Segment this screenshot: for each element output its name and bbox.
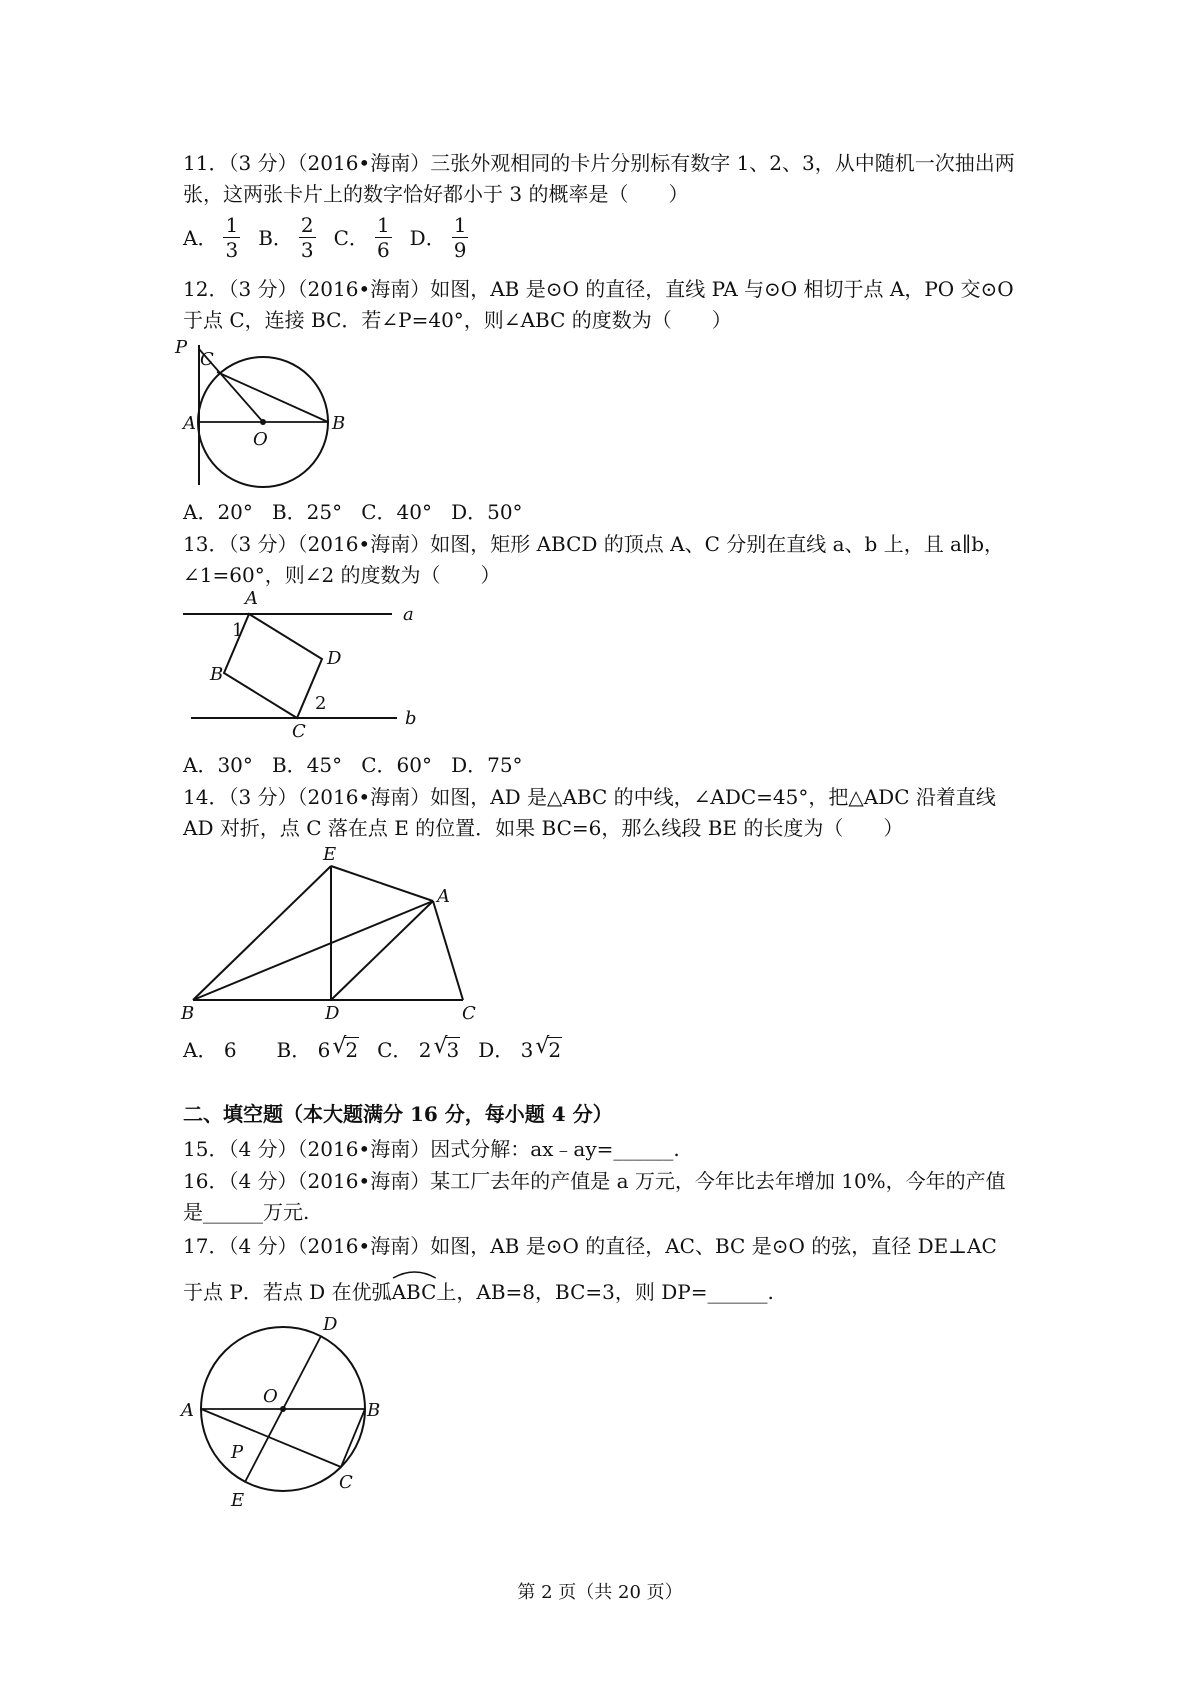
option-letter: B． (276, 1038, 312, 1062)
q12-label-o: O (253, 429, 268, 450)
q14-line-ba (193, 901, 433, 1000)
coefficient: 3 (520, 1038, 534, 1062)
numerator: 1 (225, 213, 239, 237)
option-letter: B． (258, 225, 293, 250)
q17-label-p: P (231, 1442, 244, 1463)
q12-option-c: C．40° (361, 500, 432, 524)
q14-label-d: D (325, 1003, 340, 1024)
q14-option-d (478, 1034, 562, 1063)
q12-label-b: B (332, 413, 346, 434)
q17-label-e: E (231, 1490, 245, 1511)
q13-label-a-vertex: A (245, 588, 258, 609)
option-letter: A． (183, 1038, 218, 1062)
q17-text-pre: 于点 P．若点 D 在优弧 (183, 1280, 392, 1304)
numerator: 1 (376, 213, 390, 237)
q12-option-d: D．50° (451, 500, 523, 524)
q12-label-p: P (175, 337, 188, 358)
q17-label-a: A (181, 1400, 194, 1421)
q13-label-c: C (292, 721, 306, 742)
q14-text-line2: AD 对折，点 C 落在点 E 的位置．如果 BC=6，那么线段 BE 的长度为（ ） (183, 816, 904, 840)
option-value: 6 (223, 1038, 237, 1062)
q13-label-d: D (327, 648, 342, 669)
q14-line-ac (433, 901, 463, 1000)
q13-figure (175, 590, 435, 740)
q11-text-line1: 11．（3 分）（2016•海南）三张外观相同的卡片分别标有数字 1、2、3，从中随机一次抽出两 (183, 151, 1015, 175)
sqrt-symbol: √ 2 (535, 1034, 562, 1062)
q12-center-dot (260, 419, 266, 425)
option-letter: A． (183, 225, 218, 250)
q14-line-da (331, 901, 433, 1000)
q17-chord-bc (341, 1409, 365, 1467)
q16-text-line1: 16．（4 分）（2016•海南）某工厂去年的产值是 a 万元，今年比去年增加 10%，今年的产值 (183, 1169, 1006, 1193)
option-letter: D． (409, 225, 446, 250)
q13-text-line2: ∠1=60°，则∠2 的度数为（ ） (183, 563, 501, 587)
q11-text-line2: 张，这两张卡片上的数字恰好都小于 3 的概率是（ ） (183, 182, 689, 206)
q13-label-2: 2 (315, 693, 327, 714)
fraction (299, 215, 316, 260)
q14-line-ea (331, 866, 433, 901)
q14-label-b: B (181, 1003, 195, 1024)
q13-label-line-a: a (403, 604, 414, 625)
q17-label-c: C (339, 1472, 353, 1493)
q13-option-c: C．60° (361, 753, 432, 777)
major-arc-abc (392, 1279, 437, 1305)
q13-label-line-b: b (405, 708, 417, 729)
q16-text-line2: 是______万元. (183, 1200, 310, 1224)
q17-label-o: O (263, 1386, 278, 1407)
q12-label-c: C (200, 349, 214, 370)
q13-label-b-vertex: B (210, 664, 224, 685)
q14-option-b (276, 1034, 360, 1063)
q17-figure (175, 1310, 385, 1510)
q14-figure (175, 844, 495, 1024)
q12-options (183, 499, 523, 525)
q12-label-a: A (183, 413, 196, 434)
q17-chord-ac (201, 1409, 341, 1467)
q14-option-a (183, 1037, 237, 1063)
q17-text-line2 (183, 1279, 774, 1305)
radicand: 3 (446, 1038, 460, 1062)
q14-label-c: C (462, 1003, 476, 1024)
coefficient: 2 (418, 1038, 432, 1062)
section-2-heading: 二、填空题（本大题满分 16 分，每小题 4 分） (183, 1102, 613, 1126)
q12-text-line2: 于点 C，连接 BC．若∠P=40°，则∠ABC 的度数为（ ） (183, 308, 732, 332)
sqrt-symbol: √ 2 (332, 1034, 359, 1062)
numerator: 1 (453, 213, 467, 237)
q13-option-d: D．75° (451, 753, 523, 777)
radicand: 2 (548, 1038, 562, 1062)
option-letter: C． (377, 1038, 413, 1062)
q14-line-be (193, 866, 331, 1000)
q17-text-post: 上，AB=8，BC=3，则 DP=______. (436, 1280, 774, 1304)
q12-text-line1: 12．（3 分）（2016•海南）如图，AB 是⊙O 的直径，直线 PA 与⊙O 相切于点 A，PO 交⊙O (183, 277, 1014, 301)
q14-option-c (377, 1034, 460, 1063)
q14-options (183, 1034, 580, 1063)
option-letter: D． (478, 1038, 515, 1062)
denominator: 6 (376, 238, 390, 262)
arc-label: ABC (391, 1280, 437, 1304)
sqrt-symbol: √ 3 (433, 1034, 460, 1062)
q11-option-c (334, 215, 392, 260)
fraction (452, 215, 469, 260)
q17-center-dot (280, 1406, 286, 1412)
q13-label-1: 1 (232, 620, 244, 641)
q13-option-b: B．45° (271, 753, 343, 777)
fraction (223, 215, 240, 260)
q11-option-d (410, 215, 469, 260)
q17-label-b: B (367, 1400, 381, 1421)
q13-options (183, 752, 523, 778)
q12-figure (175, 335, 355, 490)
denominator: 3 (300, 238, 314, 262)
q14-text-line1: 14．（3 分）（2016•海南）如图，AD 是△ABC 的中线，∠ADC=45°，把△ADC 沿着直线 (183, 785, 996, 809)
q11-options (183, 215, 486, 260)
q11-option-a (183, 215, 240, 260)
option-letter: C． (333, 225, 369, 250)
q14-label-a: A (437, 886, 450, 907)
q17-text-line1: 17．（4 分）（2016•海南）如图，AB 是⊙O 的直径，AC、BC 是⊙O 的弦，直径 DE⊥AC (183, 1234, 997, 1258)
arc-mark-icon (392, 1269, 437, 1279)
fraction (375, 215, 392, 260)
q11-option-b (258, 215, 315, 260)
denominator: 9 (453, 238, 467, 262)
q13-option-a: A．30° (183, 753, 253, 777)
q14-label-e: E (323, 844, 337, 865)
q12-option-a: A．20° (183, 500, 253, 524)
page-footer: 第 2 页（共 20 页） (517, 1582, 683, 1603)
q15-text-line1: 15．（4 分）（2016•海南）因式分解：ax﹣ay=______. (183, 1137, 680, 1161)
numerator: 2 (300, 213, 314, 237)
denominator: 3 (225, 238, 239, 262)
radicand: 2 (345, 1038, 359, 1062)
q13-text-line1: 13．（3 分）（2016•海南）如图，矩形 ABCD 的顶点 A、C 分别在直线 a、b 上，且 a∥b， (183, 532, 1005, 556)
coefficient: 6 (317, 1038, 331, 1062)
q12-option-b: B．25° (271, 500, 343, 524)
q17-label-d: D (323, 1314, 338, 1335)
